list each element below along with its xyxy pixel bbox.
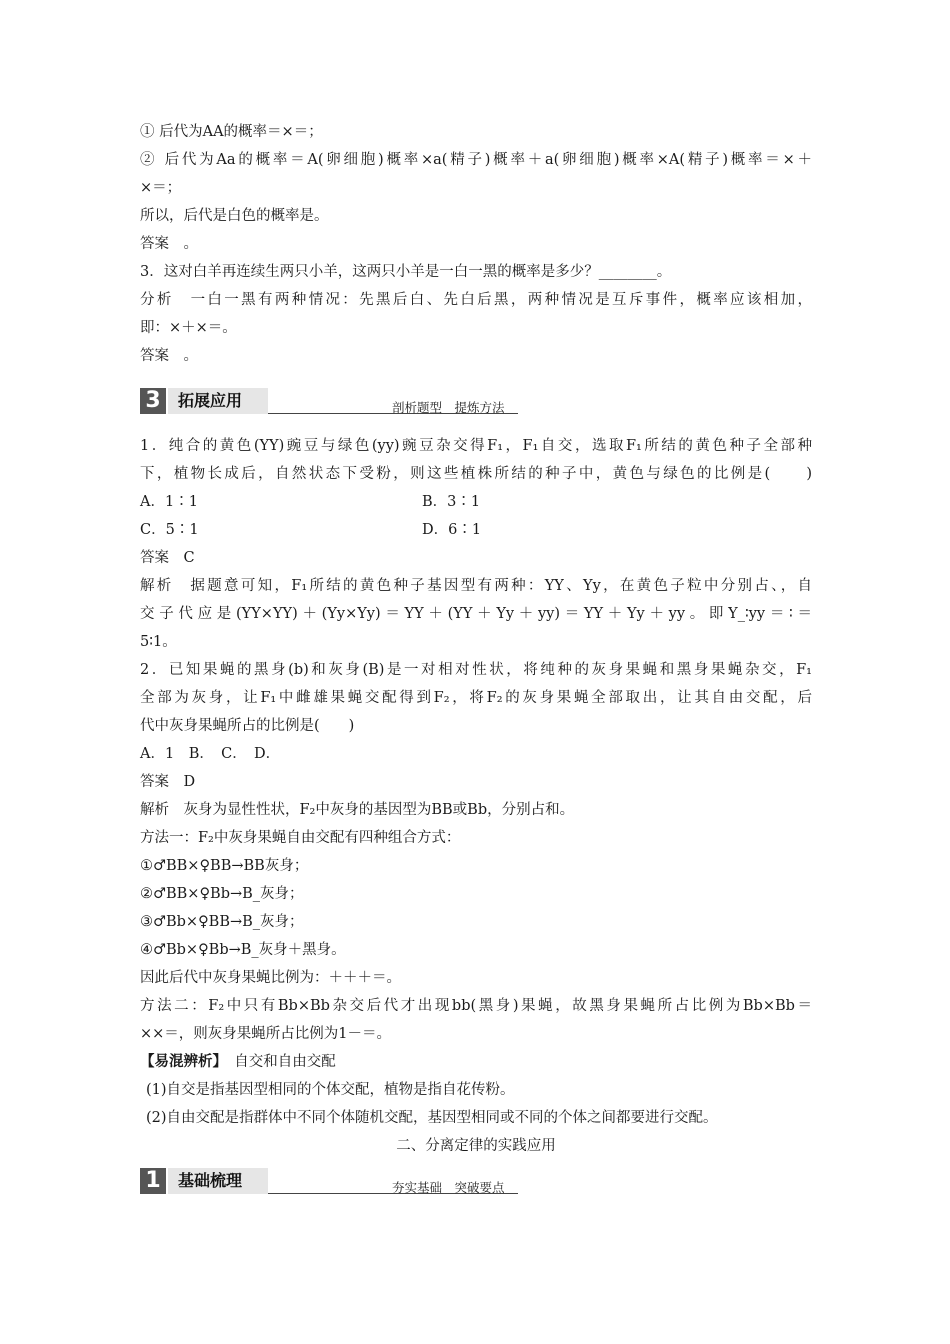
method-heading: 方法一：F₂中灰身果蝇自由交配有四种组合方式： <box>140 830 461 846</box>
analysis-line: 即：×＋×＝。 <box>140 320 237 336</box>
method-2-line: 方法二：F₂中只有Bb×Bb杂交后代才出现bb(黑身)果蝇，故黑身果蝇所占比例为Bb×Bb＝ <box>140 998 812 1014</box>
cross-item: ③♂Bb×♀BB→B_灰身； <box>140 914 304 930</box>
text-line: 所以，后代是白色的概率是。 <box>140 208 329 224</box>
tip-heading <box>140 1048 812 1076</box>
section-number-badge: 3 <box>140 388 166 414</box>
question-3: 3．这对白羊再连续生两只小羊，这两只小羊是一白一黑的概率是多少？________。 <box>140 264 672 280</box>
answer-line: 答案 。 <box>140 236 198 252</box>
question-1: 1．纯合的黄色(YY)豌豆与绿色(yy)豌豆杂交得F₁，F₁自交，选取F₁所结的黄色种子全部种 <box>140 438 812 454</box>
answer-line: 答案 。 <box>140 348 198 364</box>
text-line: ② 后代为Aa的概率＝A(卵细胞)概率×a(精子)概率＋a(卵细胞)概率×A(精子)概率＝×＋ <box>140 152 812 168</box>
options-row: A．1 B． C． D． <box>140 746 281 762</box>
section-banner-subtitle: 剖析题型 提炼方法 <box>392 400 505 415</box>
options-row <box>140 488 812 516</box>
analysis-line: 5∶1。 <box>140 634 177 650</box>
cross-item: ①♂BB×♀BB→BB灰身； <box>140 858 309 874</box>
question-2: 代中灰身果蝇所占的比例是( ) <box>140 718 355 734</box>
cross-item: ④♂Bb×♀Bb→B_灰身＋黑身。 <box>140 942 346 958</box>
tip-title: 自交和自由交配 <box>219 1054 336 1070</box>
section-banner-basics <box>140 1164 812 1200</box>
text-line: ① 后代为AA的概率＝×＝； <box>140 124 323 140</box>
section-banner-title: 基础梳理 <box>168 1168 268 1194</box>
option-c: C．5∶1 <box>140 522 199 538</box>
analysis-line: 解析 据题意可知，F₁所结的黄色种子基因型有两种：YY、Yy，在黄色子粒中分别占、，自 <box>140 578 812 594</box>
answer-line: 答案 C <box>140 550 195 566</box>
text-line: ×＝； <box>140 180 182 196</box>
section-banner-title: 拓展应用 <box>168 388 268 414</box>
option-b: B．3∶1 <box>422 494 481 510</box>
question-1: 下，植物长成后，自然状态下受粉，则这些植株所结的种子中，黄色与绿色的比例是( ) <box>140 466 812 482</box>
tip-label: 【易混辨析】 <box>140 1053 220 1070</box>
section-banner-subtitle: 夯实基础 突破要点 <box>392 1180 505 1195</box>
analysis-line: 交子代应是(YY×YY)＋(Yy×Yy)＝YY＋(YY＋Yy＋yy)＝YY＋Yy＋yy。即Y_∶yy＝∶＝ <box>140 606 812 622</box>
section-number-badge: 1 <box>140 1168 166 1194</box>
conclusion-line: 因此后代中灰身果蝇比例为：＋＋＋＝。 <box>140 970 401 986</box>
question-2: 全部为灰身，让F₁中雌雄果蝇交配得到F₂，将F₂的灰身果蝇全部取出，让其自由交配，后 <box>140 690 812 706</box>
answer-line: 答案 D <box>140 774 196 790</box>
tip-item: (1)自交是指基因型相同的个体交配，植物是指自花传粉。 <box>146 1082 515 1098</box>
cross-item: ②♂BB×♀Bb→B_灰身； <box>140 886 304 902</box>
option-a: A．1∶1 <box>140 494 198 510</box>
analysis-line: 分析 一白一黑有两种情况：先黑后白、先白后黑，两种情况是互斥事件，概率应该相加， <box>140 292 812 308</box>
document-page <box>140 118 812 1212</box>
tip-item: (2)自由交配是指群体中不同个体随机交配，基因型相同或不同的个体之间都要进行交配。 <box>146 1110 718 1126</box>
option-d: D．6∶1 <box>422 522 482 538</box>
options-row <box>140 516 812 544</box>
question-2: 2．已知果蝇的黑身(b)和灰身(B)是一对相对性状，将纯种的灰身果蝇和黑身果蝇杂交，F₁ <box>140 662 812 678</box>
analysis-line: 解析 灰身为显性性状，F₂中灰身的基因型为BB或Bb，分别占和。 <box>140 802 575 818</box>
section-heading: 二、分离定律的实践应用 <box>396 1138 556 1154</box>
method-2-line: ××＝，则灰身果蝇所占比例为1－＝。 <box>140 1026 392 1042</box>
section-banner-extension <box>140 384 812 420</box>
